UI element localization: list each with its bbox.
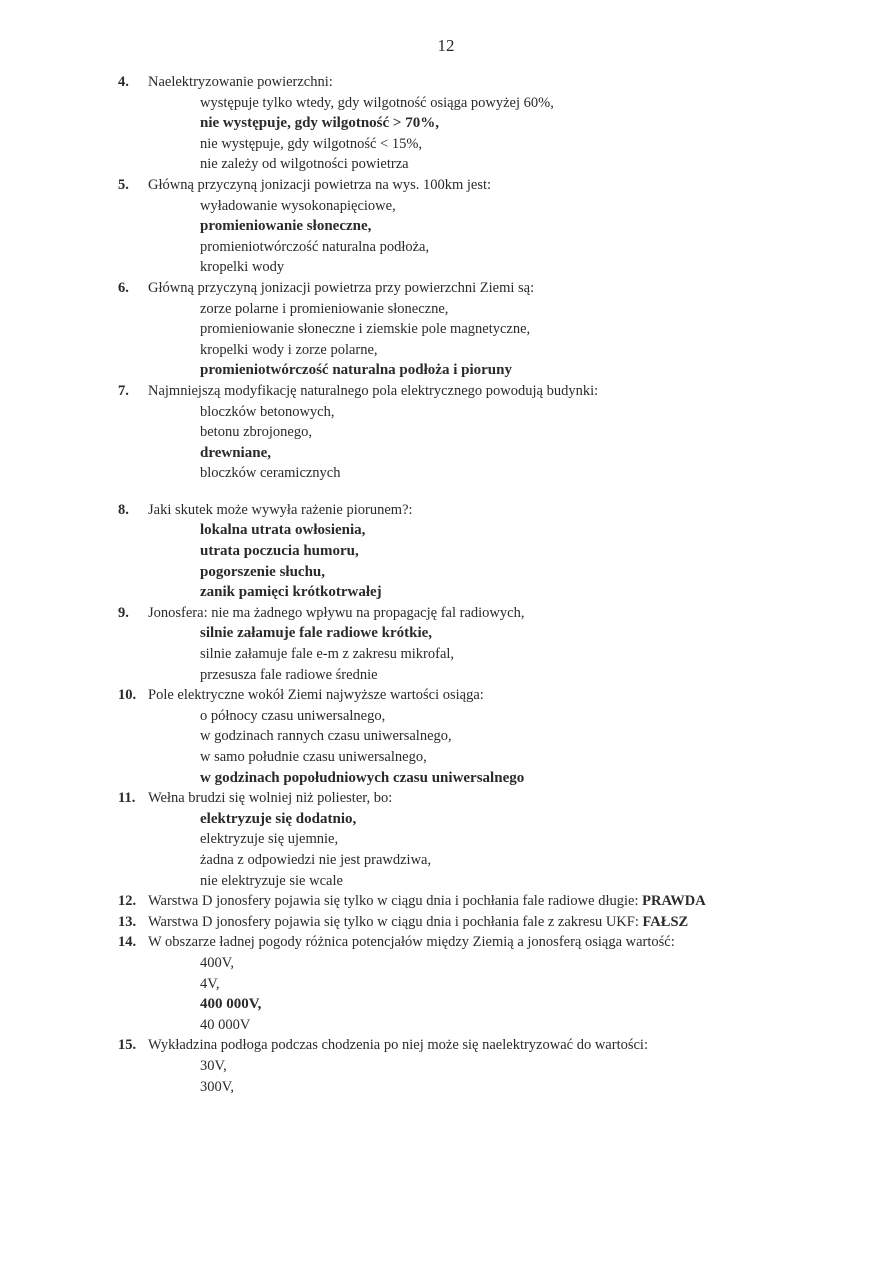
answer-option: zorze polarne i promieniowanie słoneczne,	[200, 300, 449, 317]
answer-option: żadna z odpowiedzi nie jest prawdziwa,	[200, 851, 432, 868]
answer-option: kropelki wody i zorze polarne,	[200, 341, 378, 358]
answer-option: nie zależy od wilgotności powietrza	[200, 156, 409, 173]
answer-options	[148, 953, 858, 1035]
question-number: 10.	[118, 687, 137, 704]
answer-option: o północy czasu uniwersalnego,	[200, 707, 386, 724]
question-number: 14.	[118, 934, 137, 951]
answer-option: 400V,	[200, 954, 234, 971]
answer-option-correct: utrata poczucia humoru,	[200, 543, 359, 560]
question-text: Warstwa D jonosfery pojawia się tylko w ciągu dnia i pochłania fale radiowe długie:	[148, 893, 643, 910]
question-item	[118, 175, 858, 278]
question-text: Warstwa D jonosfery pojawia się tylko w ciągu dnia i pochłania fale z zakresu UKF:	[148, 913, 643, 930]
answer-option: 40 000V	[200, 1016, 251, 1033]
answer-options	[148, 520, 858, 602]
question-text: Pole elektryczne wokół Ziemi najwyższe wartości osiąga:	[148, 687, 484, 704]
spacer	[118, 484, 858, 500]
answer-option: promieniowanie słoneczne i ziemskie pole magnetyczne,	[200, 321, 531, 338]
question-number: 7.	[118, 382, 129, 399]
question-item	[118, 72, 858, 175]
question-number: 13.	[118, 913, 137, 930]
question-item	[118, 500, 858, 603]
answer-option-correct: promieniotwórczość naturalna podłoża i pioruny	[200, 362, 512, 379]
answer-options	[148, 402, 858, 484]
answer-option-correct: zanik pamięci krótkotrwałej	[200, 584, 382, 601]
answer-option: w samo południe czasu uniwersalnego,	[200, 749, 427, 765]
answer-option-correct: promieniowanie słoneczne,	[200, 218, 372, 235]
question-item	[118, 278, 858, 381]
answer-option: wyładowanie wysokonapięciowe,	[200, 197, 396, 214]
question-item	[118, 788, 858, 891]
answer-options	[148, 196, 858, 278]
question-text: Naelektryzowanie powierzchni:	[148, 74, 333, 90]
answer-option: nie występuje, gdy wilgotność < 15%,	[200, 135, 423, 152]
answer-option: kropelki wody	[200, 259, 285, 276]
question-item	[118, 891, 858, 912]
page-number: 12	[437, 36, 455, 55]
question-item	[118, 603, 858, 685]
question-number: 5.	[118, 176, 129, 193]
answer-option-correct: silnie załamuje fale radiowe krótkie,	[200, 625, 433, 642]
question-text: Główną przyczyną jonizacji powietrza przy powierzchni Ziemi są:	[148, 279, 535, 296]
answer-options	[148, 809, 858, 891]
answer-option: betonu zbrojonego,	[200, 424, 312, 441]
answer-option-correct: lokalna utrata owłosienia,	[200, 522, 366, 539]
answer-options	[148, 623, 858, 685]
question-number: 12.	[118, 893, 137, 910]
question-text: Jaki skutek może wywyła rażenie piorunem?:	[148, 501, 413, 518]
question-text: Wykładzina podłoga podczas chodzenia po niej może się naelektryzować do wartości:	[148, 1037, 648, 1054]
answer-option: występuje tylko wtedy, gdy wilgotność osiąga powyżej 60%,	[200, 94, 554, 111]
question-item	[118, 912, 858, 933]
answer-option-correct: pogorszenie słuchu,	[200, 563, 326, 580]
answer-option: silnie załamuje fale e-m z zakresu mikrofal,	[200, 646, 455, 663]
answer-option: nie elektryzuje sie wcale	[200, 872, 343, 889]
question-number: 6.	[118, 279, 129, 296]
inline-answer: PRAWDA	[642, 893, 706, 910]
question-number: 4.	[118, 74, 129, 90]
question-number: 15.	[118, 1037, 137, 1054]
question-item	[118, 932, 858, 1035]
answer-option: promieniotwórczość naturalna podłoża,	[200, 238, 430, 255]
answer-options	[148, 1056, 858, 1097]
answer-option: elektryzuje się ujemnie,	[200, 831, 339, 848]
answer-option-correct: elektryzuje się dodatnio,	[200, 810, 357, 827]
answer-option-correct: nie występuje, gdy wilgotność > 70%,	[200, 115, 439, 132]
answer-option: bloczków ceramicznych	[200, 465, 341, 482]
question-text: Najmniejszą modyfikację naturalnego pola elektrycznego powodują budynki:	[148, 382, 599, 399]
question-number: 8.	[118, 501, 129, 518]
answer-options	[148, 93, 858, 175]
question-item	[118, 381, 858, 484]
question-number: 9.	[118, 604, 129, 621]
answer-option-correct: drewniane,	[200, 444, 271, 461]
question-text: W obszarze ładnej pogody różnica potencjałów między Ziemią a jonosferą osiąga wartość:	[148, 934, 675, 951]
answer-options	[148, 299, 858, 381]
question-list	[118, 72, 858, 1097]
answer-option: bloczków betonowych,	[200, 403, 335, 420]
question-text: Główną przyczyną jonizacji powietrza na wys. 100km jest:	[148, 176, 492, 193]
question-number: 11.	[118, 790, 136, 807]
answer-option: przesusza fale radiowe średnie	[200, 666, 378, 683]
answer-option: 300V,	[200, 1078, 234, 1095]
answer-option: 30V,	[200, 1057, 227, 1074]
question-text: Jonosfera: nie ma żadnego wpływu na propagację fal radiowych,	[148, 604, 525, 621]
question-item	[118, 685, 858, 788]
question-text: Wełna brudzi się wolniej niż poliester, bo:	[148, 790, 393, 807]
question-item	[118, 1035, 858, 1097]
answer-options	[148, 706, 858, 788]
answer-option: 4V,	[200, 975, 220, 992]
answer-option-correct: 400 000V,	[200, 996, 262, 1013]
inline-answer: FAŁSZ	[642, 913, 689, 930]
answer-option: w godzinach rannych czasu uniwersalnego,	[200, 728, 452, 745]
answer-option-correct: w godzinach popołudniowych czasu uniwersalnego	[200, 769, 525, 786]
